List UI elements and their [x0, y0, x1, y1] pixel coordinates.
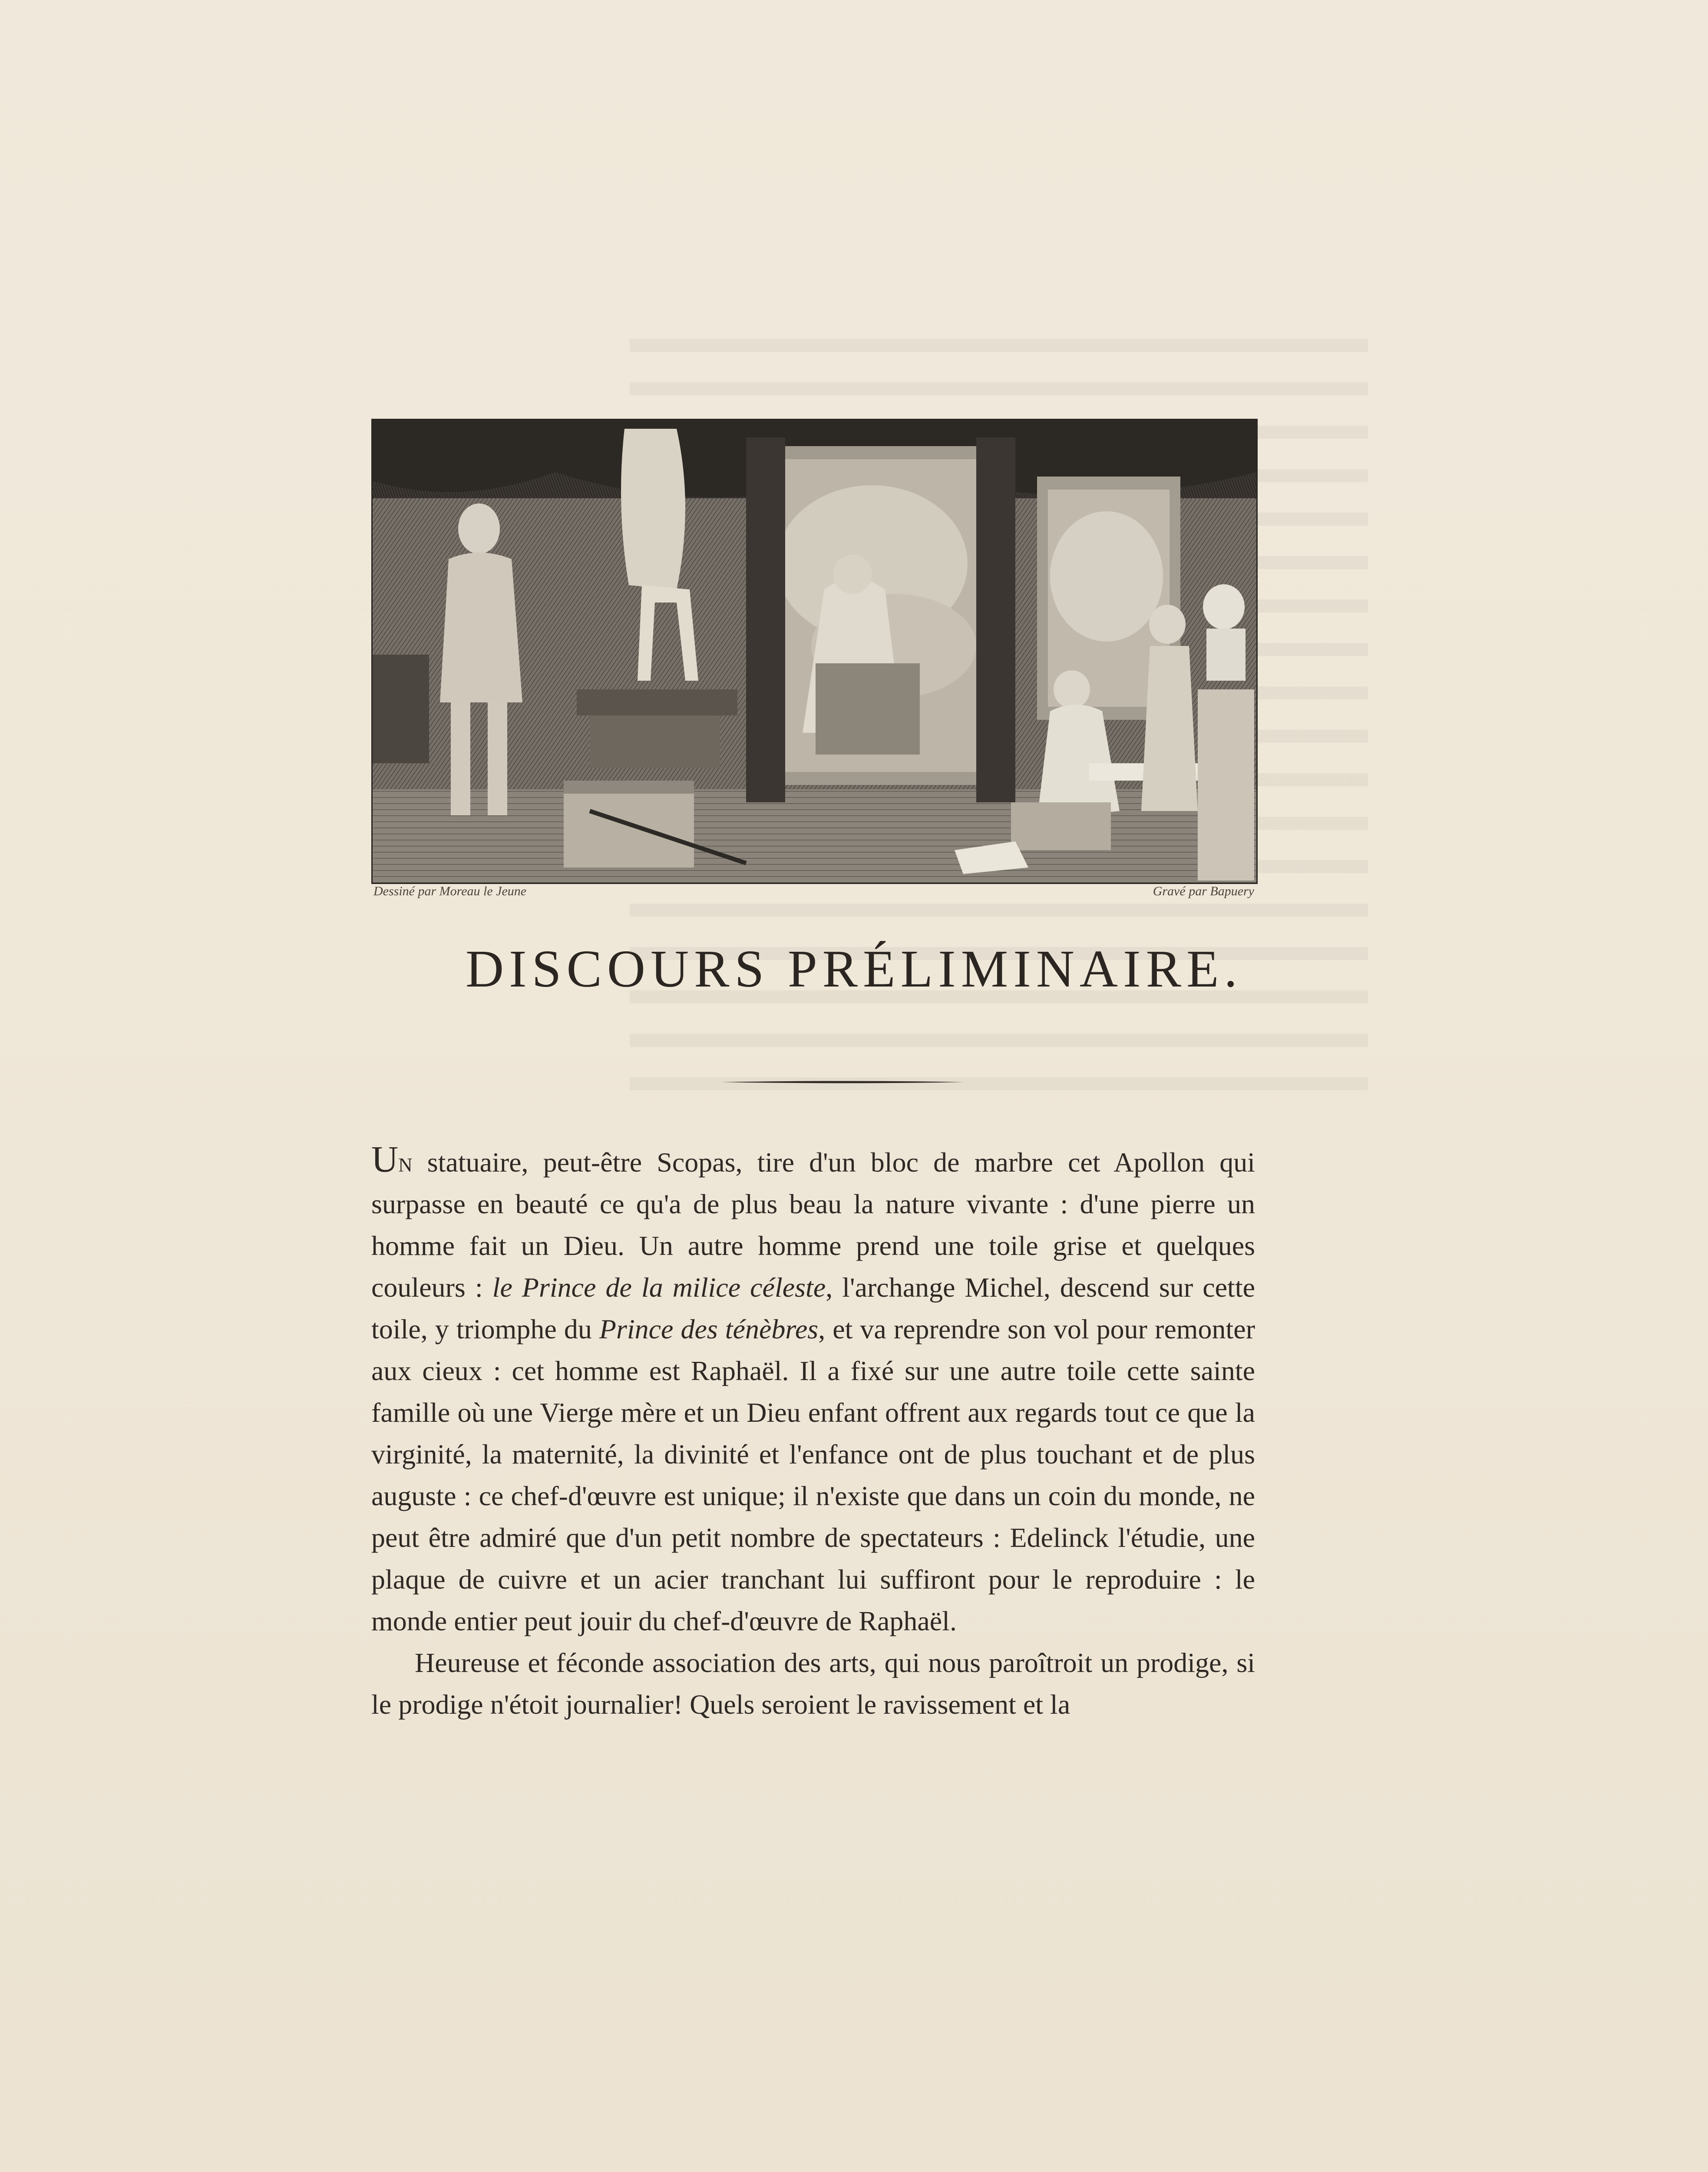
studio-scene-illustration: [373, 420, 1256, 883]
engraving-credit-engraver: Gravé par Bapuery: [1153, 884, 1254, 898]
italic-prince-milice: le Prince de la milice céleste: [492, 1272, 826, 1303]
engraving-credit-designer: Dessiné par Moreau le Jeune: [373, 884, 527, 898]
engraving-plate: [371, 419, 1258, 884]
italic-prince-tenebres: Prince des ténèbres: [599, 1314, 819, 1344]
small-caps-run: n: [398, 1147, 413, 1178]
body-text: [371, 1138, 1255, 1725]
paragraph-1-text-b: , l'archange Michel, descend sur cette toile, y triomphe du: [371, 1272, 1255, 1344]
paragraph-1: [371, 1138, 1255, 1642]
ornamental-rule: [721, 1080, 964, 1084]
paragraph-1-text-c: , et va reprendre son vol pour remonter aux cieux : cet homme est Raphaël. Il a fixé sur une autre toile cette sainte famille où une Vierge mère et un Dieu enfant offrent aux regards tout ce que la virginité, la maternité, la divinité et l'enfance ont de plus touchant et de plus auguste : ce chef-d'œuvre est unique; il n'existe que dans un coin du monde, ne peut être admiré que d'un petit nombre de spectateurs : Edelinck l'étudie, une plaque de cuivre et un acier tranchant lui suffiront pour le reproduire : le monde entier peut jouir du chef-d'œuvre de Raphaël.: [371, 1314, 1255, 1636]
drop-capital: U: [371, 1138, 399, 1180]
page-title: DISCOURS PRÉLIMINAIRE.: [465, 940, 1243, 998]
paragraph-2: Heureuse et féconde association des arts, qui nous paroîtroit un prodige, si le prodige n'étoit journalier! Quels seroient le ravissement et la: [371, 1647, 1255, 1720]
paragraph-1-text-a: statuaire, peut-être Scopas, tire d'un bloc de marbre cet Apollon qui surpasse en beauté ce qu'a de plus beau la nature vivante : d'une pierre un homme fait un Dieu. Un autre homme prend une toile grise et quelques couleurs :: [371, 1147, 1255, 1303]
